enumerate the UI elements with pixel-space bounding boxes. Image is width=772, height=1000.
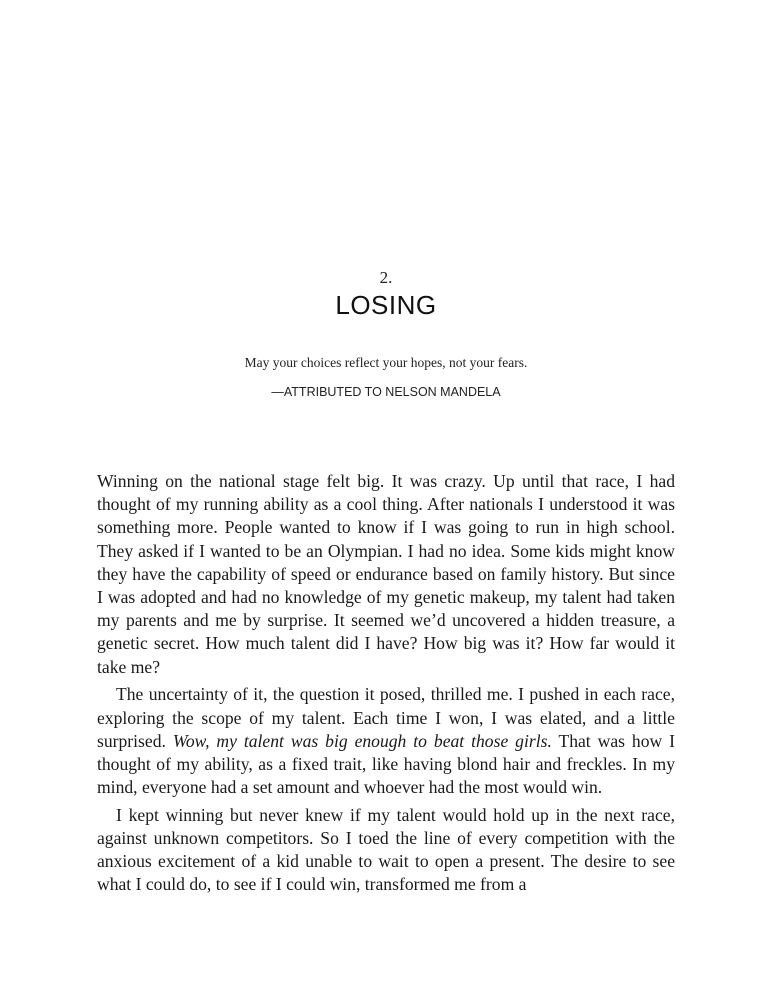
paragraph-2-text-after: That was how I thought of my ability, as a fixed trait, like having blond hair and freckles. In my mind, everyone had a set amount and whoever had the most would win. xyxy=(97,730,675,798)
epigraph-attribution: —ATTRIBUTED TO NELSON MANDELA xyxy=(271,385,501,399)
paragraph-2 xyxy=(97,683,675,799)
chapter-body xyxy=(97,470,675,901)
paragraph-2-italic-thought: Wow, my talent was big enough to beat those girls. xyxy=(172,730,552,751)
paragraph-3: I kept winning but never knew if my talent would hold up in the next race, against unknown competitors. So I toed the line of every competition with the anxious excitement of a kid unable to wait to open a present. The desire to see what I could do, to see if I could win, transformed me from a xyxy=(97,804,675,895)
epigraph-quote: May your choices reflect your hopes, not your fears. xyxy=(244,355,528,370)
paragraph-1: Winning on the national stage felt big. It was crazy. Up until that race, I had thought of my running ability as a cool thing. After nationals I understood it was something more. People wanted to know if I was going to run in high school. They asked if I wanted to be an Olympian. I had no idea. Some kids might know they have the capability of speed or endurance based on family history. But since I was adopted and had no knowledge of my genetic makeup, my talent had taken my parents and me by surprise. It seemed we’d uncovered a hidden treasure, a genetic secret. How much talent did I have? How big was it? How far would it take me? xyxy=(97,471,675,677)
chapter-title: LOSING xyxy=(335,290,437,320)
paragraph-2-text-before: The uncertainty of it, the question it posed, thrilled me. I pushed in each race, exploring the scope of my talent. Each time I won, I was elated, and a little surprised. xyxy=(97,684,675,751)
chapter-number: 2. xyxy=(379,268,393,287)
